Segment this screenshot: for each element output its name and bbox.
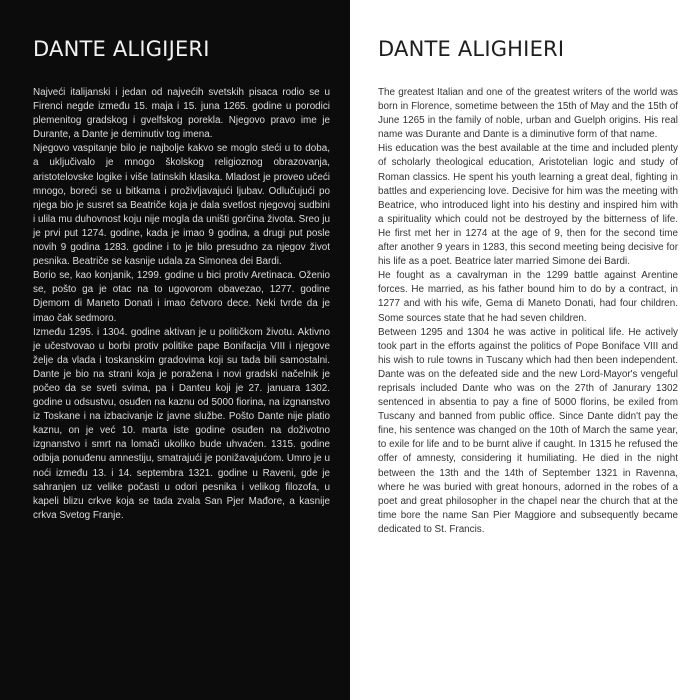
right-paragraph-politics: Between 1295 and 1304 he was active in political life. He actively took part in the efforts against the politics of Pope Boniface VIII and his wish to rule towns in Tuscany which had then been independent. Dante was on the defeated side and the new Lord-Mayor's vengeful reprisals included Dante who was on the 27th of Janurary 1302 sentenced in absentia to pay a fine of 5000 florins, be exiled from Tuscany and banned from public office. Since Dante didn't pay the fine, his sentence was changed on the 10th of March the same year, to exile for life and to be burnt alive if caught. In 1315 he refused the offer of amnesty, considering it humiliating. He died in the night between the 13th and the 14th of September 1321 in Ravenna, where he was buried with great honours, adorned in the robes of a poet and great philosopher in the chapel near the church that at the time bore the name San Pier Maggiore and subsequently became dedicated to St. Francis. (378, 326, 678, 535)
right-paragraph-birth: The greatest Italian and one of the greatest writers of the world was born in Florence, sometime between the 15th of May and the 15th of June 1265 in the family of noble, urban and Guelph origins. His real name was Durante and Dante is a diminutive form of that name. (378, 87, 678, 141)
right-page-title: DANTE ALIGHIERI (378, 37, 565, 61)
left-paragraph-politics: Između 1295. i 1304. godine aktivan je u političkom životu. Aktivno je učestvovao u borbi protiv politike pape Bonifacija VIII i njegove želje da vlada i toskanskim gradovima koji su tada bili samostalni. Dante je bio na strani koja je poražena i novi gradski načelnik je počeo da se sveti svima, pa i Danteu koji je 27. januara 1302. godine u odsustvu, osuđen na kaznu od 5000 fiorina, na izgnanstvo iz Toskane i na izbacivanje iz javne službe. Pošto Dante nije platio kaznu, on je već 10. marta iste godine osuđen na doživotno izgnanstvo i smrt na lomači ukoliko bude uhvaćen. 1315. godine odbija ponuđenu amnestiju, smatrajući je ponižavajućom. Umro je u noći između 13. i 14. septembra 1321. godine u Raveni, gde je sahranjen uz velike počasti u odori pesnika i velikog filozofa, u kapeli blizu crkve koja se tada zvala San Pjer Mađore, a kasnije crkva Svetog Franje. (33, 326, 330, 521)
left-paragraph-marriage: Borio se, kao konjanik, 1299. godine u bici protiv Aretinaca. Oženio se, pošto ga je otac na to ugovorom obavezao, 1277. godine Djemom di Maneto Donati i imao četvoro dece. Neki tvrde da je imao čak sedmoro. (33, 270, 330, 324)
right-page-body (378, 86, 678, 537)
left-paragraph-education: Njegovo vaspitanje bilo je najbolje kakvo se moglo steći u to doba, a uključivalo je mnogo školskog religioznog obrazovanja, aristotelovske logike i više latinskih klasika. Mladost je proveo učeći mnogo, boreći se u bitkama i proživljavajući ljubav. Odlučujući po njega bio je susret sa Beatriče koja je dala svetlost njegovoj sudbini i ulila mu duhovnost koju nije mogla da uništi gorčina života. Sreo ju je prvi put 1274. godine, kada je imao 9 godina, a drugi put posle novih 9 godina 1283. godine i to je bilo presudno za njegov život pesnika. Beatriče se kasnije udala za Simonea dei Bardi. (33, 143, 330, 268)
left-page-title: DANTE ALIGIJERI (33, 37, 210, 61)
right-paragraph-education: His education was the best available at the time and included plenty of scholarly theological education, Aristotelian logic and study of Roman classics. He spent his youth learning a great deal, fighting in battles and experiencing love. Decisive for him was the meeting with Beatrice, who introduced light into his destiny and inspired him with a spirituality which could not be destroyed by the bitterness of life. He first met her in 1274 at the age of 9, then for the second time after another 9 years in 1283, this second meeting being decisive for his life as a poet. Beatrice later married Simone dei Bardi. (378, 143, 678, 268)
right-page-english (350, 0, 700, 700)
right-paragraph-marriage: He fought as a cavalryman in the 1299 battle against Arentine forces. He married, as his father bound him to do by a contract, in 1277 and with his wife, Gema di Maneto Donati, had four children. Some sources state that he had seven children. (378, 270, 678, 324)
left-paragraph-birth: Najveći italijanski i jedan od najvećih svetskih pisaca rodio se u Firenci negde između 15. maja i 15. juna 1265. godine u porodici plemenitog gradskog i gvelfskog porekla. Njegovo pravo ime je Durante, a Dante je deminutiv tog imena. (33, 87, 330, 141)
left-page-body (33, 86, 330, 523)
